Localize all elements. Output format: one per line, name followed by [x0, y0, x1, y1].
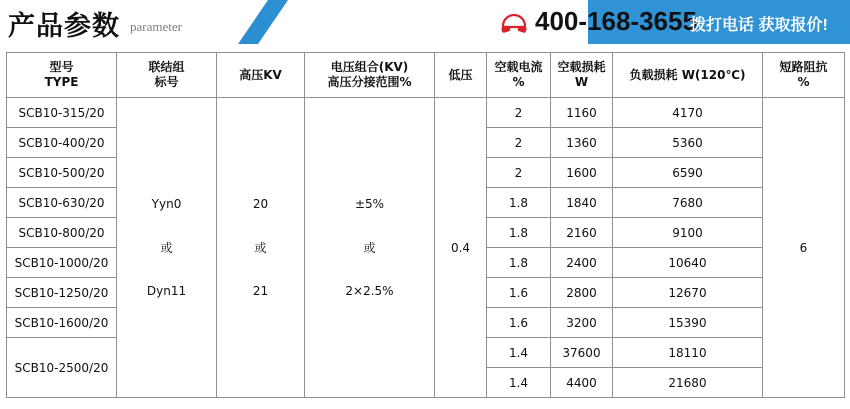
cell-load-loss: 5360 — [613, 128, 763, 158]
col-header-group-line2: 标号 — [154, 75, 179, 89]
cell-load-loss: 4170 — [613, 98, 763, 128]
cell-no-load-current: 2 — [487, 128, 551, 158]
group-line-3: Dyn11 — [146, 284, 187, 298]
col-header-voltage-combination — [305, 53, 435, 98]
hv-line-3: 21 — [252, 284, 269, 298]
combo-line-2: 或 — [363, 241, 376, 255]
cell-type: SCB10-400/20 — [7, 128, 117, 158]
hv-line-2: 或 — [254, 241, 267, 255]
cell-load-loss: 7680 — [613, 188, 763, 218]
cell-group-merged — [117, 98, 217, 398]
cell-no-load-loss: 1840 — [551, 188, 613, 218]
cell-type: SCB10-500/20 — [7, 158, 117, 188]
col-header-hv: 高压KV — [217, 53, 305, 98]
cell-no-load-current: 2 — [487, 158, 551, 188]
cell-hv-merged — [217, 98, 305, 398]
table-row — [7, 98, 845, 128]
col-header-type — [7, 53, 117, 98]
call-to-action-text: 拨打电话 获取报价! — [690, 17, 828, 34]
col-header-combo-line2: 高压分接范围% — [327, 75, 412, 89]
phone-number: 400-168-3655 — [535, 6, 697, 36]
cell-load-loss: 21680 — [613, 368, 763, 398]
col-header-no-load-current-line2: % — [512, 75, 525, 89]
cell-type: SCB10-1000/20 — [7, 248, 117, 278]
col-header-impedance-line2: % — [797, 75, 810, 89]
col-header-no-load-current — [487, 53, 551, 98]
spec-table-wrapper — [6, 52, 844, 398]
hv-line-1: 20 — [252, 197, 269, 211]
cell-no-load-loss: 1360 — [551, 128, 613, 158]
cell-impedance-merged: 6 — [763, 98, 845, 398]
combo-line-1: ±5% — [354, 197, 385, 211]
cell-load-loss: 15390 — [613, 308, 763, 338]
cell-no-load-current: 2 — [487, 98, 551, 128]
page-subtitle: parameter — [130, 19, 182, 34]
cell-load-loss: 10640 — [613, 248, 763, 278]
cell-type: SCB10-2500/20 — [7, 338, 117, 398]
col-header-type-line1: 型号 — [49, 60, 74, 74]
col-header-impedance-line1: 短路阻抗 — [779, 60, 828, 74]
cell-no-load-loss: 1600 — [551, 158, 613, 188]
spec-table — [6, 52, 845, 398]
cell-no-load-current: 1.8 — [487, 248, 551, 278]
cell-no-load-current: 1.4 — [487, 338, 551, 368]
cell-voltage-combination-merged — [305, 98, 435, 398]
col-header-load-loss: 负载损耗 W(120℃) — [613, 53, 763, 98]
table-header-row — [7, 53, 845, 98]
combo-line-3: 2×2.5% — [345, 284, 394, 298]
cell-no-load-current: 1.6 — [487, 278, 551, 308]
group-line-1: Yyn0 — [151, 197, 182, 211]
cell-no-load-loss: 2160 — [551, 218, 613, 248]
col-header-lv: 低压 — [435, 53, 487, 98]
col-header-no-load-loss-line1: 空载损耗 — [557, 60, 606, 74]
cell-no-load-loss: 2800 — [551, 278, 613, 308]
cell-type: SCB10-1600/20 — [7, 308, 117, 338]
cell-no-load-current: 1.8 — [487, 188, 551, 218]
col-header-no-load-current-line1: 空载电流 — [494, 60, 543, 74]
group-line-2: 或 — [160, 241, 173, 255]
cell-no-load-current: 1.6 — [487, 308, 551, 338]
cell-lv-merged: 0.4 — [435, 98, 487, 398]
cell-no-load-loss: 3200 — [551, 308, 613, 338]
cell-type: SCB10-1250/20 — [7, 278, 117, 308]
table-body — [7, 98, 845, 398]
cell-no-load-loss: 37600 — [551, 338, 613, 368]
col-header-group-line1: 联结组 — [148, 60, 185, 74]
cell-no-load-current: 1.4 — [487, 368, 551, 398]
cell-no-load-current: 1.8 — [487, 218, 551, 248]
cell-no-load-loss: 2400 — [551, 248, 613, 278]
cell-type: SCB10-315/20 — [7, 98, 117, 128]
cell-load-loss: 9100 — [613, 218, 763, 248]
col-header-no-load-loss — [551, 53, 613, 98]
col-header-no-load-loss-line2: W — [574, 75, 589, 89]
page-title: 产品参数 — [8, 11, 120, 42]
col-header-combo-line1: 电压组合(KV) — [330, 60, 409, 74]
cell-load-loss: 18110 — [613, 338, 763, 368]
telephone-icon — [500, 10, 528, 34]
cell-type: SCB10-630/20 — [7, 188, 117, 218]
page-header — [0, 0, 850, 44]
cell-load-loss: 6590 — [613, 158, 763, 188]
cell-no-load-loss: 4400 — [551, 368, 613, 398]
cell-type: SCB10-800/20 — [7, 218, 117, 248]
col-header-group — [117, 53, 217, 98]
col-header-type-line2: TYPE — [44, 75, 79, 89]
cell-load-loss: 12670 — [613, 278, 763, 308]
cell-no-load-loss: 1160 — [551, 98, 613, 128]
col-header-impedance — [763, 53, 845, 98]
